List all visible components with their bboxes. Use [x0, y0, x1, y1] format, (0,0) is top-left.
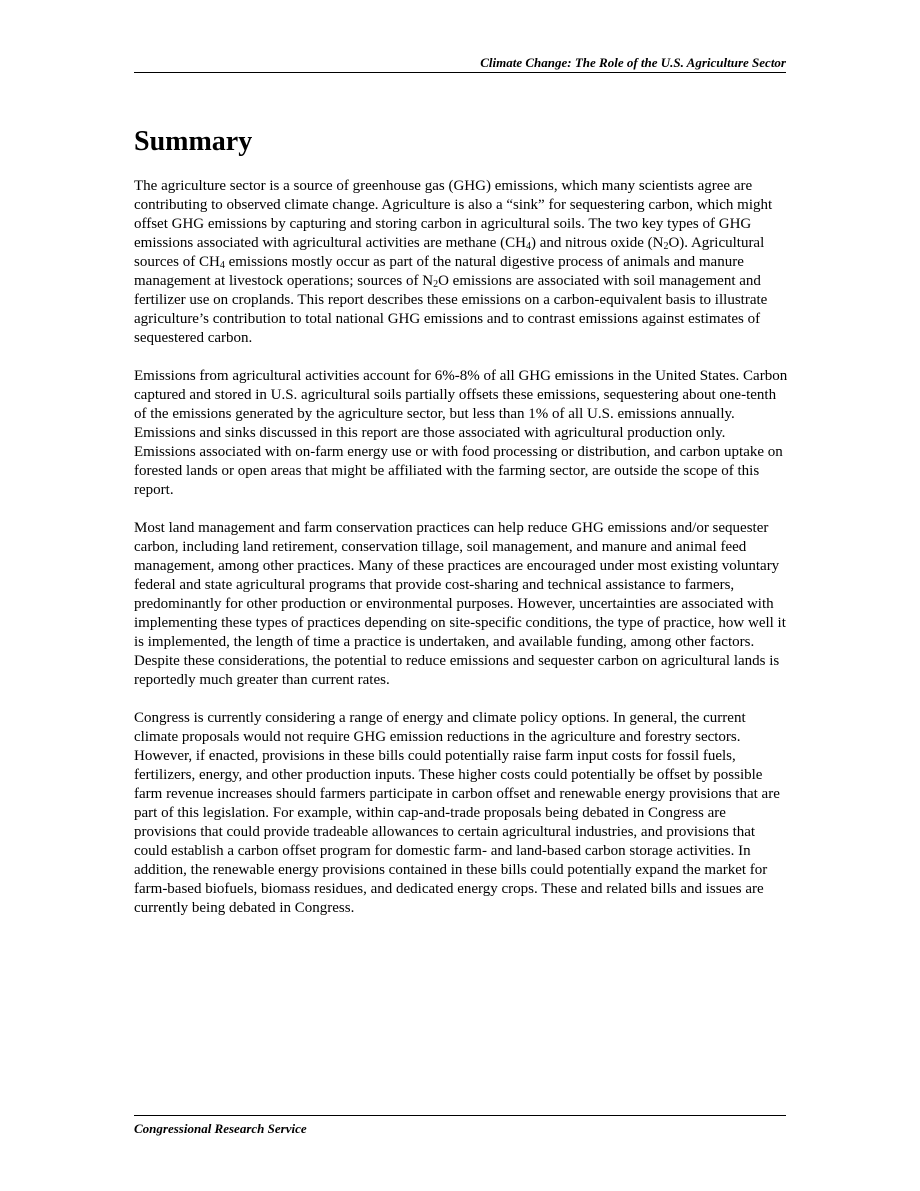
- page-title: Summary: [134, 126, 253, 157]
- paragraph-1-part-a: The agriculture sector is a source of greenhouse gas (GHG) emissions, which many scientists agree are contributing to observed climate change. Agriculture is also a “sink” for sequestering carbon, which might offset GHG emissions by capturing and storing carbon in agricultural soils. The two key types of GHG emissions associated with agricultural activities are methane (CH: [134, 178, 773, 251]
- paragraph-4: Congress is currently considering a range of energy and climate policy options. In general, the current climate proposals would not require GHG emission reductions in the agriculture and forestry sectors. However, if enacted, provisions in these bills could potentially raise farm input costs for fossil fuels, fertilizers, energy, and other production inputs. These higher costs could potentially be offset by possible farm revenue increases should farmers participate in carbon offset and renewable energy provisions that are part of this legislation. For example, within cap-and-trade proposals being debated in Congress are provisions that could provide tradeable allowances to certain agricultural industries, and provisions that could establish a carbon offset program for domestic farm- and land-based carbon storage activities. In addition, the renewable energy provisions contained in these bills could potentially expand the market for farm-based biofuels, biomass residues, and dedicated energy crops. These and related bills and issues are currently being debated in Congress.: [134, 710, 780, 916]
- subscript-n2o-second: 2: [433, 279, 439, 290]
- paragraph-1-part-d: emissions mostly occur as part of the natural digestive process of animals and manure management at livestock operations; sources of N: [134, 254, 744, 289]
- subscript-ch4-first: 4: [525, 241, 531, 252]
- paragraph-1-part-e: O emissions are associated with soil management and fertilizer use on croplands. This report describes these emissions on a carbon-equivalent basis to illustrate agriculture’s contribution to total national GHG emissions and to contrast emissions against estimates of sequestered carbon.: [134, 273, 768, 346]
- subscript-n2o-first: 2: [663, 241, 669, 252]
- paragraph-1-part-b: ) and nitrous oxide (N: [530, 235, 664, 251]
- running-header: [134, 55, 786, 73]
- paragraph-3: Most land management and farm conservation practices can help reduce GHG emissions and/or sequester carbon, including land retirement, conservation tillage, soil management, and manure and animal feed management, among other practices. Many of these practices are encouraged under most existing voluntary federal and state agricultural programs that provide cost-sharing and technical assistance to farmers, predominantly for other production or environmental purposes. However, uncertainties are associated with implementing these types of practices depending on site-specific conditions, the type of practice, how well it is implemented, the length of time a practice is undertaken, and available funding, among other factors. Despite these considerations, the potential to reduce emissions and sequester carbon on agricultural lands is reportedly much greater than current rates.: [134, 520, 786, 688]
- footer-publisher: Congressional Research Service: [134, 1121, 307, 1136]
- running-header-title: Climate Change: The Role of the U.S. Agriculture Sector: [480, 55, 786, 70]
- summary-body: [134, 177, 788, 937]
- subscript-ch4-second: 4: [219, 260, 225, 271]
- paragraph-1-part-c: O). Agricultural sources of CH: [134, 235, 765, 270]
- paragraph-2: Emissions from agricultural activities account for 6%-8% of all GHG emissions in the United States. Carbon captured and stored in U.S. agricultural soils partially offsets these emissions, sequestering about one-tenth of the emissions generated by the agriculture sector, but less than 1% of all U.S. emissions annually. Emissions and sinks discussed in this report are those associated with agricultural production only. Emissions associated with on-farm energy use or with food processing or distribution, and carbon uptake on forested lands or open areas that might be affiliated with the farming sector, are outside the scope of this report.: [134, 368, 788, 498]
- running-footer: [134, 1115, 786, 1137]
- paragraph-1: [134, 177, 788, 348]
